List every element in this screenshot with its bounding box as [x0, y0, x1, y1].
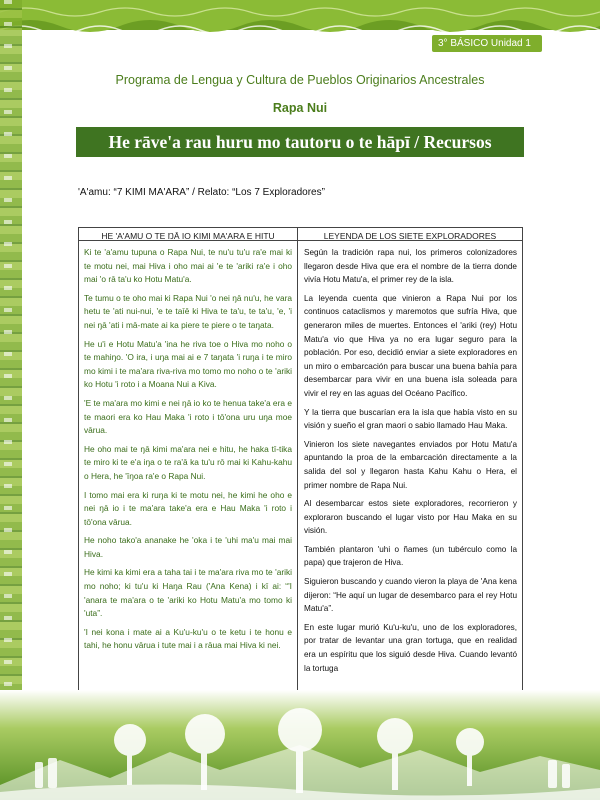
rapa-nui-paragraph: He kimi ka kimi era a taha tai i te ma'ara riva mo te 'ariki mo noho; ki tu'u ki Haŋa Rau ('Ana Kena) i kī ai: “'I 'anara te ma'ara o te 'ariki ko Hotu Matu'a mo tomo ki 'uta”.	[84, 567, 292, 619]
rapa-nui-paragraph: Te tumu o te oho mai ki Rapa Nui 'o nei ŋā nu'u, he vara hetu te 'ati nui-nui, 'e te taīē ki Hiva te ta'u, te ta'u, 'e, 'i nei ŋā 'ati i mā-mate ai ka piere te piere o te taŋata.	[84, 292, 292, 330]
spanish-paragraph: Siguieron buscando y cuando vieron la playa de 'Ana kena dijeron: “He aquí un lugar de desembarco para el rey Hotu Matu'a”.	[304, 577, 517, 614]
rapa-nui-paragraph: 'I nei kona i mate ai a Ku'u-ku'u o te ketu i te honu e tahi, he honu vārua i tute mai i a rāua mai Hiva ki nei.	[84, 626, 292, 651]
spanish-paragraph: También plantaron 'uhi o ñames (un tubérculo como la papa) que trajeron de Hiva.	[304, 544, 517, 568]
rapa-nui-paragraph: He noho tako'a ananake he 'oka i te 'uhi ma'u mai mai Hiva.	[84, 535, 292, 559]
rapa-nui-paragraph: He oho mai te ŋā kimi ma'ara nei e hitu, he haka tī-tika te miro ki te e'a iŋa o te ra'ā ka tu'u rō mai ki Kahu-kahu o Hera, he 'īŋoa ra'e o Rapa Nui.	[84, 443, 292, 481]
rapa-nui-paragraph: I tomo mai era ki ruŋa ki te motu nei, he kimi he oho e nei ŋā io i te ma'ara take'a era e Hau Maka 'i roto i tō'ona vārua.	[84, 489, 292, 527]
rapa-nui-paragraph: 'E te ma'ara mo kimi e nei ŋā io ko te henua take'a era e te maori era ko Hau Maka 'i roto i tō'ona uru uŋa moe vārua.	[84, 397, 292, 436]
spanish-paragraph: La leyenda cuenta que vinieron a Rapa Nui por los continuos cataclismos y maremotos que sufría Hiva, que generaron miles de muertes. Entonces el 'ariki (rey) Hotu Matu'a vio que Hiva ya no era lugar seguro para la población. Por eso, decidió enviar a siete exploradores en un miro o embarcación para buscar una buena bahía para desembarcar para vivir en una buena isla soleada para vivir el rey en las aguas del Océano Pacífico.	[304, 293, 517, 398]
rapa-nui-paragraph: Ki te 'a'amu tupuna o Rapa Nui, te nu'u tu'u ra'e mai ki te motu nei, mai Hiva i oho mai ai 'e te 'ariki ra'e i oho mai 'o rā ta'u ko Hotu Matu'a.	[84, 247, 292, 285]
spanish-paragraph: Y la tierra que buscarían era la isla que había visto en su visión y sueño el gran maori o sabio llamado Hau Maka.	[304, 407, 517, 431]
program-title: Programa de Lengua y Cultura de Pueblos Originarios Ancestrales	[115, 73, 485, 87]
rapa-nui-column	[79, 228, 298, 698]
unit-badge: 3° BÁSICO Unidad 1	[432, 35, 542, 52]
landscape-illustration	[0, 690, 600, 800]
story-topic: 'A'amu: “7 KIMI MA'ARA” / Relato: “Los 7 Exploradores”	[78, 187, 325, 198]
spanish-paragraph: Según la tradición rapa nui, los primeros colonizadores llegaron desde Hiva que era el nombre de la tierra donde vivía Hotu Matu'a, el primer rey de la isla.	[304, 248, 517, 285]
page-subtitle: Rapa Nui	[272, 101, 328, 115]
top-decorative-band	[0, 0, 600, 40]
spanish-column-header: LEYENDA DE LOS SIETE EXPLORADORES	[298, 231, 522, 241]
spanish-paragraph: Vinieron los siete navegantes enviados por Hotu Matu'a apuntando la proa de la embarcación directamente a la salida del sol y llegaron hasta Kahu Kahu o Hera, el primer nombre de Rapa Nui.	[304, 439, 517, 490]
rapa-nui-paragraph: He u'i e Hotu Matu'a 'ina he riva toe o Hiva mo noho o te mahiŋo. 'O ira, i uŋa mai ai e 7 taŋata 'i ruŋa i te miro mo kimi i te ma'ara riva-riva mo tomo mo noho o te 'ariki ko Hotu 'i roto i a Moana Nui a Kiva.	[84, 338, 292, 390]
story-table	[78, 227, 523, 699]
rapa-nui-column-header: HE 'A'AMU O TE ŊĀ IO KIMI MA'ARA E HITU	[79, 231, 297, 241]
spanish-paragraph: Al desembarcar estos siete exploradores, recorrieron y exploraron buscando el lugar visto por Hau Maka en su visión.	[304, 499, 517, 536]
section-banner: He rāve'a rau huru mo tautoru o te hāpī / Recursos	[76, 127, 524, 157]
left-border-pattern	[4, 0, 12, 800]
spanish-column	[298, 228, 522, 698]
spanish-paragraph: En este lugar murió Ku'u-ku'u, uno de los exploradores, por tratar de levantar una gran tortuga, que en realidad era un espíritu que los siguió desde Hiva. Cuando levantó la tortuga	[304, 622, 517, 673]
